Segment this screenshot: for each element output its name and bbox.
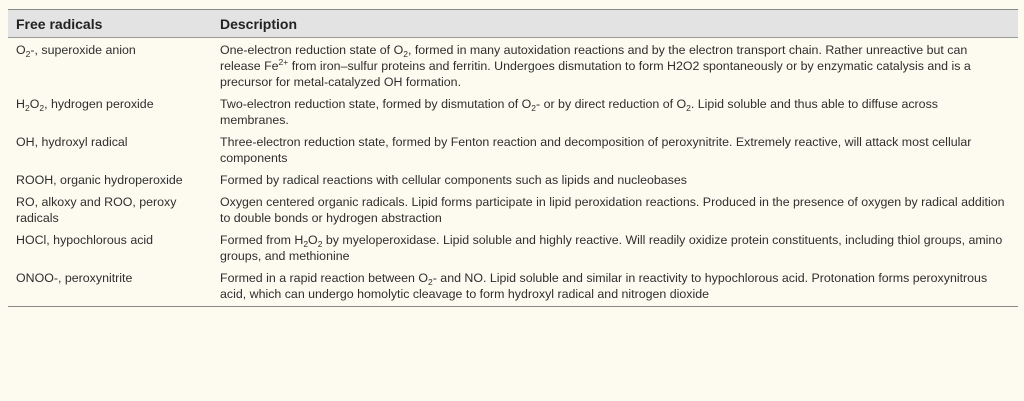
radical-cell [8, 38, 212, 93]
text-run: Formed in a rapid reaction between O [220, 271, 428, 285]
text-run: H [16, 97, 25, 111]
description-cell [212, 38, 1018, 93]
text-run: Formed by radical reactions with cellular components such as lipids and nucleobases [220, 173, 687, 187]
subscript-text: 2 [317, 239, 323, 249]
text-run: from iron–sulfur proteins and ferritin. Undergoes dismutation to form H2O2 spontaneously or by enzymatic catalysis and is a precursor for metal-catalyzed OH formation. [220, 59, 971, 89]
subscript-text: 2 [303, 239, 309, 249]
text-run: O [29, 97, 40, 111]
text-run: Two-electron reduction state, formed by dismutation of O [220, 97, 532, 111]
text-run: HOCl, hypochlorous acid [16, 233, 154, 247]
free-radicals-table [8, 9, 1018, 307]
text-run: - and NO. Lipid soluble and similar in reactivity to hypochlorous acid. Protonation forms peroxynitrous acid, which can undergo homolytic cleavage to form hydroxyl radical and nitrogen dioxide [220, 271, 988, 301]
subscript-text: 2 [24, 103, 30, 113]
text-run: by myeloperoxidase. Lipid soluble and highly reactive. Will readily oxidize protein constituents, including thiol groups, amino groups, and methionine [220, 233, 1003, 263]
radical-cell [8, 266, 212, 307]
description-cell [212, 190, 1018, 228]
superscript-text: 2+ [278, 57, 289, 67]
subscript-text: 2 [403, 49, 408, 59]
free-radicals-table-container [8, 9, 1018, 307]
text-run: Formed from H [220, 233, 304, 247]
text-run: O [16, 43, 26, 57]
subscript-text: 2 [686, 103, 691, 113]
text-run: - or by direct reduction of O [536, 97, 687, 111]
table-row [8, 92, 1018, 130]
table-row [8, 228, 1018, 266]
table-row [8, 130, 1018, 168]
header-row [8, 10, 1018, 38]
subscript-text: 2 [39, 103, 45, 113]
subscript-text: 2 [531, 103, 537, 113]
radical-cell [8, 130, 212, 168]
radical-cell [8, 168, 212, 190]
table-row [8, 38, 1018, 93]
description-cell [212, 266, 1018, 307]
header-free-radicals: Free radicals [8, 10, 212, 38]
subscript-text: 2 [25, 49, 31, 59]
text-run: ONOO-, peroxynitrite [16, 271, 133, 285]
subscript-text: 2 [428, 277, 433, 287]
text-run: RO, alkoxy and ROO, peroxy radicals [16, 195, 177, 225]
radical-cell [8, 228, 212, 266]
text-run: ROOH, organic hydroperoxide [16, 173, 183, 187]
table-row [8, 168, 1018, 190]
description-cell [212, 228, 1018, 266]
table-header [8, 10, 1018, 38]
header-description: Description [212, 10, 1018, 38]
table-row [8, 266, 1018, 307]
text-run: . Lipid soluble and thus able to diffuse across membranes. [220, 97, 938, 127]
radical-cell [8, 190, 212, 228]
text-run: OH, hydroxyl radical [16, 135, 128, 149]
radical-cell [8, 92, 212, 130]
table-row [8, 190, 1018, 228]
text-run: Oxygen centered organic radicals. Lipid forms participate in lipid peroxidation reactions. Produced in the presence of oxygen by radical addition to double bonds or hydrogen abstraction [220, 195, 1005, 225]
text-run: O [308, 233, 318, 247]
text-run: Three-electron reduction state, formed by Fenton reaction and decomposition of peroxynitrite. Extremely reactive, will attack most cellular components [220, 135, 972, 165]
description-cell [212, 130, 1018, 168]
text-run: -, superoxide anion [30, 43, 136, 57]
text-run: , formed in many autoxidation reactions and by the electron transport chain. Rather unreactive but can release Fe [220, 43, 968, 73]
text-run: One-electron reduction state of O [220, 43, 404, 57]
description-cell [212, 92, 1018, 130]
text-run: , hydrogen peroxide [44, 97, 154, 111]
description-cell [212, 168, 1018, 190]
table-body [8, 38, 1018, 307]
